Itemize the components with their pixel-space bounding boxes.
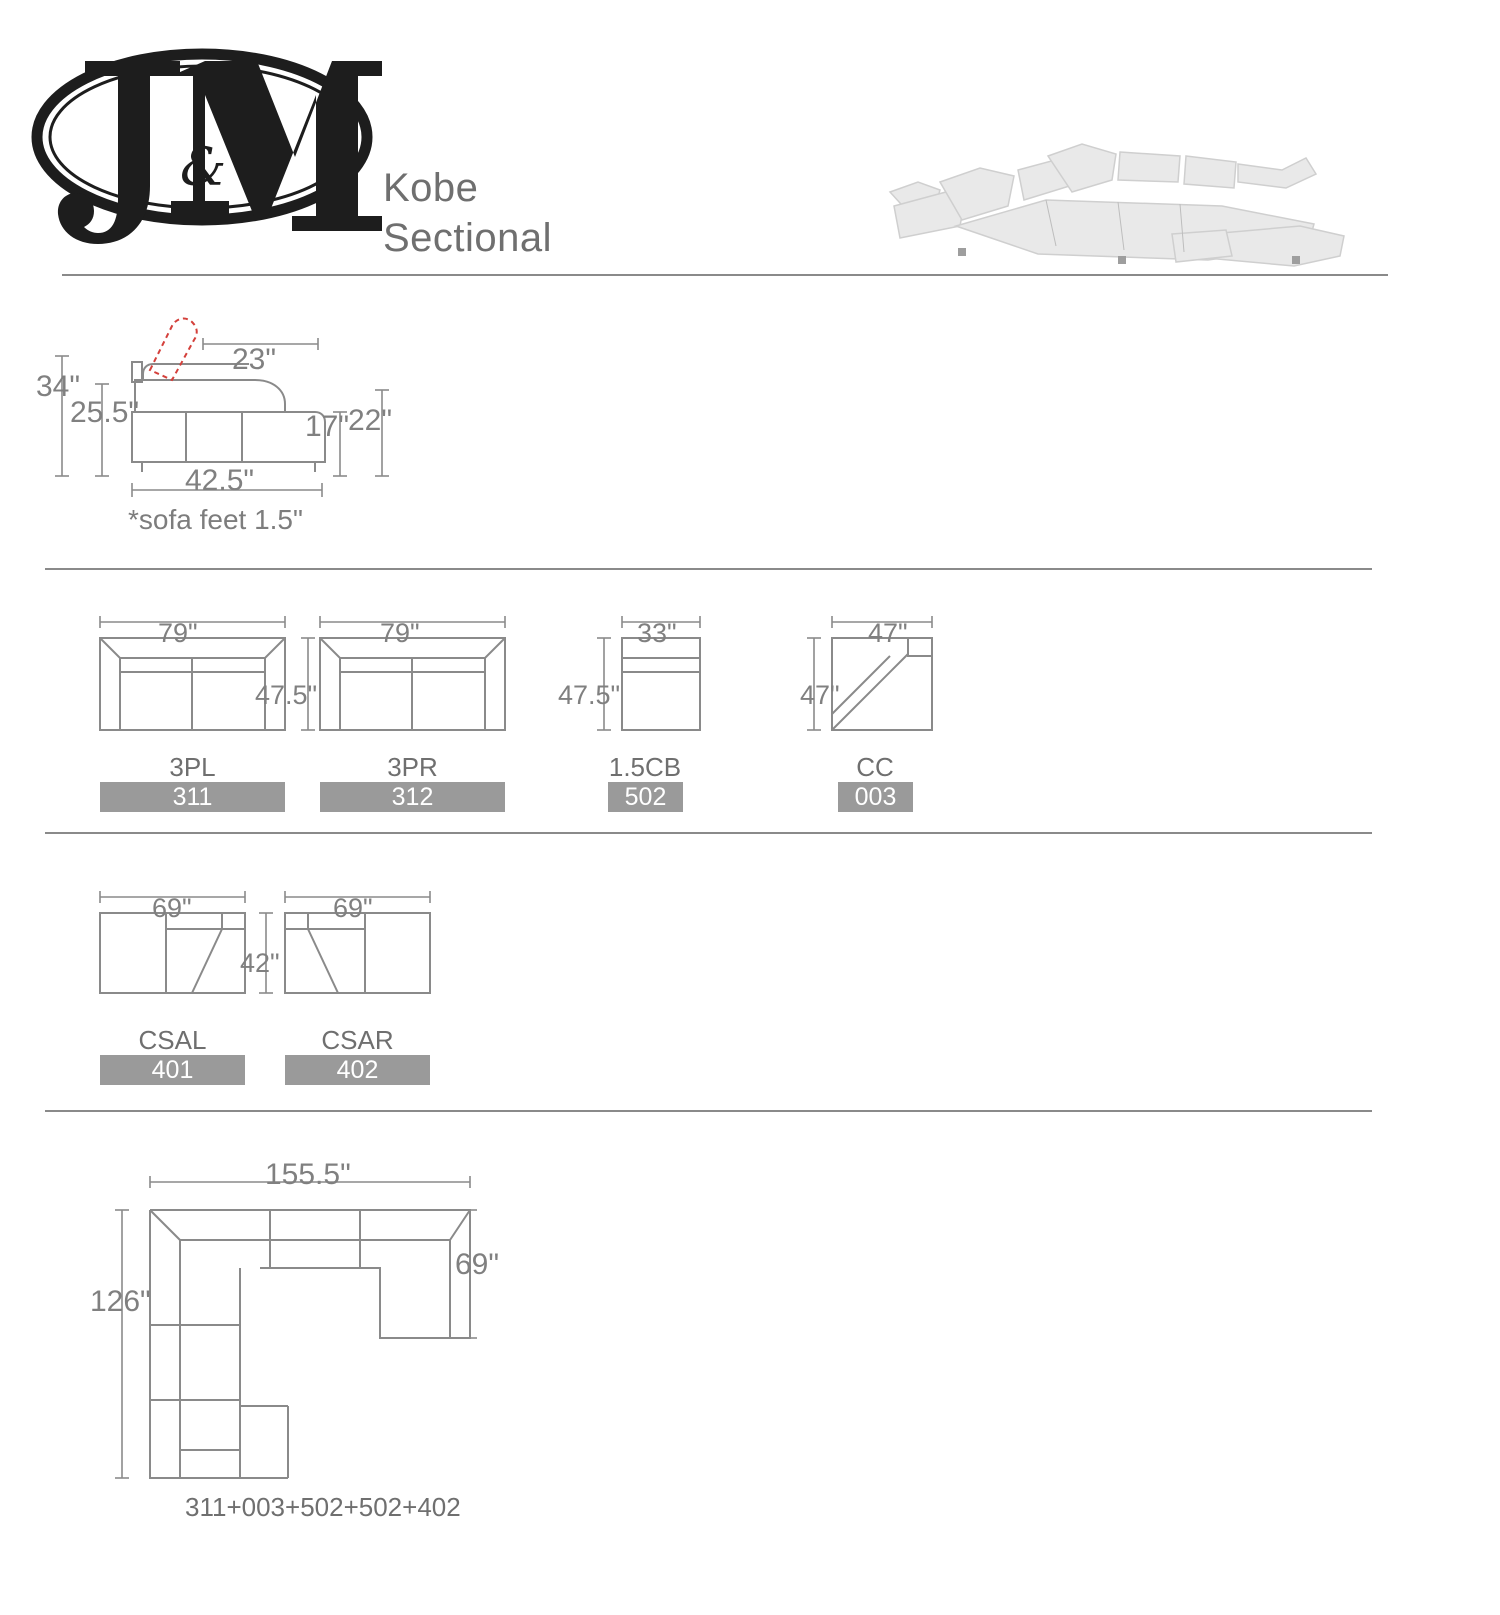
product-type: Sectional xyxy=(383,216,553,260)
piece-drawing-csar xyxy=(255,885,495,1015)
dim-cc-width: 47" xyxy=(868,618,908,648)
dim-csal-width: 69" xyxy=(152,893,192,923)
piece-code-1-5cb: 502 xyxy=(608,782,683,812)
dim-csar-width: 69" xyxy=(333,893,373,923)
piece-drawing-3pl xyxy=(70,610,330,740)
dim-3pl-width: 79" xyxy=(158,618,198,648)
piece-code-csal: 401 xyxy=(100,1055,245,1085)
piece-label-csal: CSAL xyxy=(138,1025,207,1055)
piece-code-3pl: 311 xyxy=(100,782,285,812)
dim-config-depth-left: 126" xyxy=(90,1285,151,1318)
divider-header xyxy=(62,274,1388,276)
piece-code-3pr: 312 xyxy=(320,782,505,812)
dim-3pr-width: 79" xyxy=(380,618,420,648)
divider-1 xyxy=(45,568,1372,570)
piece-label-csar: CSAR xyxy=(321,1025,394,1055)
piece-label-cc: CC xyxy=(856,752,894,782)
dim-cc-depth: 47" xyxy=(800,680,840,710)
brand-logo xyxy=(30,25,375,260)
dim-width-23: 23" xyxy=(232,343,277,376)
divider-2 xyxy=(45,832,1372,834)
dim-1-5cb-depth: 47.5" xyxy=(558,680,621,710)
dim-3pl-depth: 47.5" xyxy=(255,680,318,710)
piece-code-csar: 402 xyxy=(285,1055,430,1085)
dim-height-34: 34" xyxy=(36,370,81,403)
dim-1-5cb-width: 33" xyxy=(637,618,677,648)
divider-3 xyxy=(45,1110,1372,1112)
dim-csal-depth: 42" xyxy=(240,948,280,978)
dim-width-42-5: 42.5" xyxy=(185,464,255,497)
piece-label-3pr: 3PR xyxy=(387,752,438,782)
piece-label-1-5cb: 1.5CB xyxy=(608,752,682,782)
sofa-feet-note: *sofa feet 1.5" xyxy=(128,504,303,535)
dim-config-depth-right: 69" xyxy=(455,1248,500,1281)
piece-label-3pl: 3PL xyxy=(169,752,216,782)
dim-depth-17: 17" xyxy=(305,410,350,443)
product-photo xyxy=(880,130,1360,265)
piece-drawing-3pr xyxy=(295,610,555,740)
configuration-combination: 311+003+502+502+402 xyxy=(185,1492,461,1522)
product-line: Kobe xyxy=(383,166,479,210)
dim-height-25-5: 25.5" xyxy=(70,396,140,429)
piece-code-cc: 003 xyxy=(838,782,913,812)
dim-depth-22: 22" xyxy=(348,404,393,437)
svg-text:&: & xyxy=(180,138,227,198)
dim-config-width: 155.5" xyxy=(265,1158,351,1191)
page-title xyxy=(383,163,552,263)
